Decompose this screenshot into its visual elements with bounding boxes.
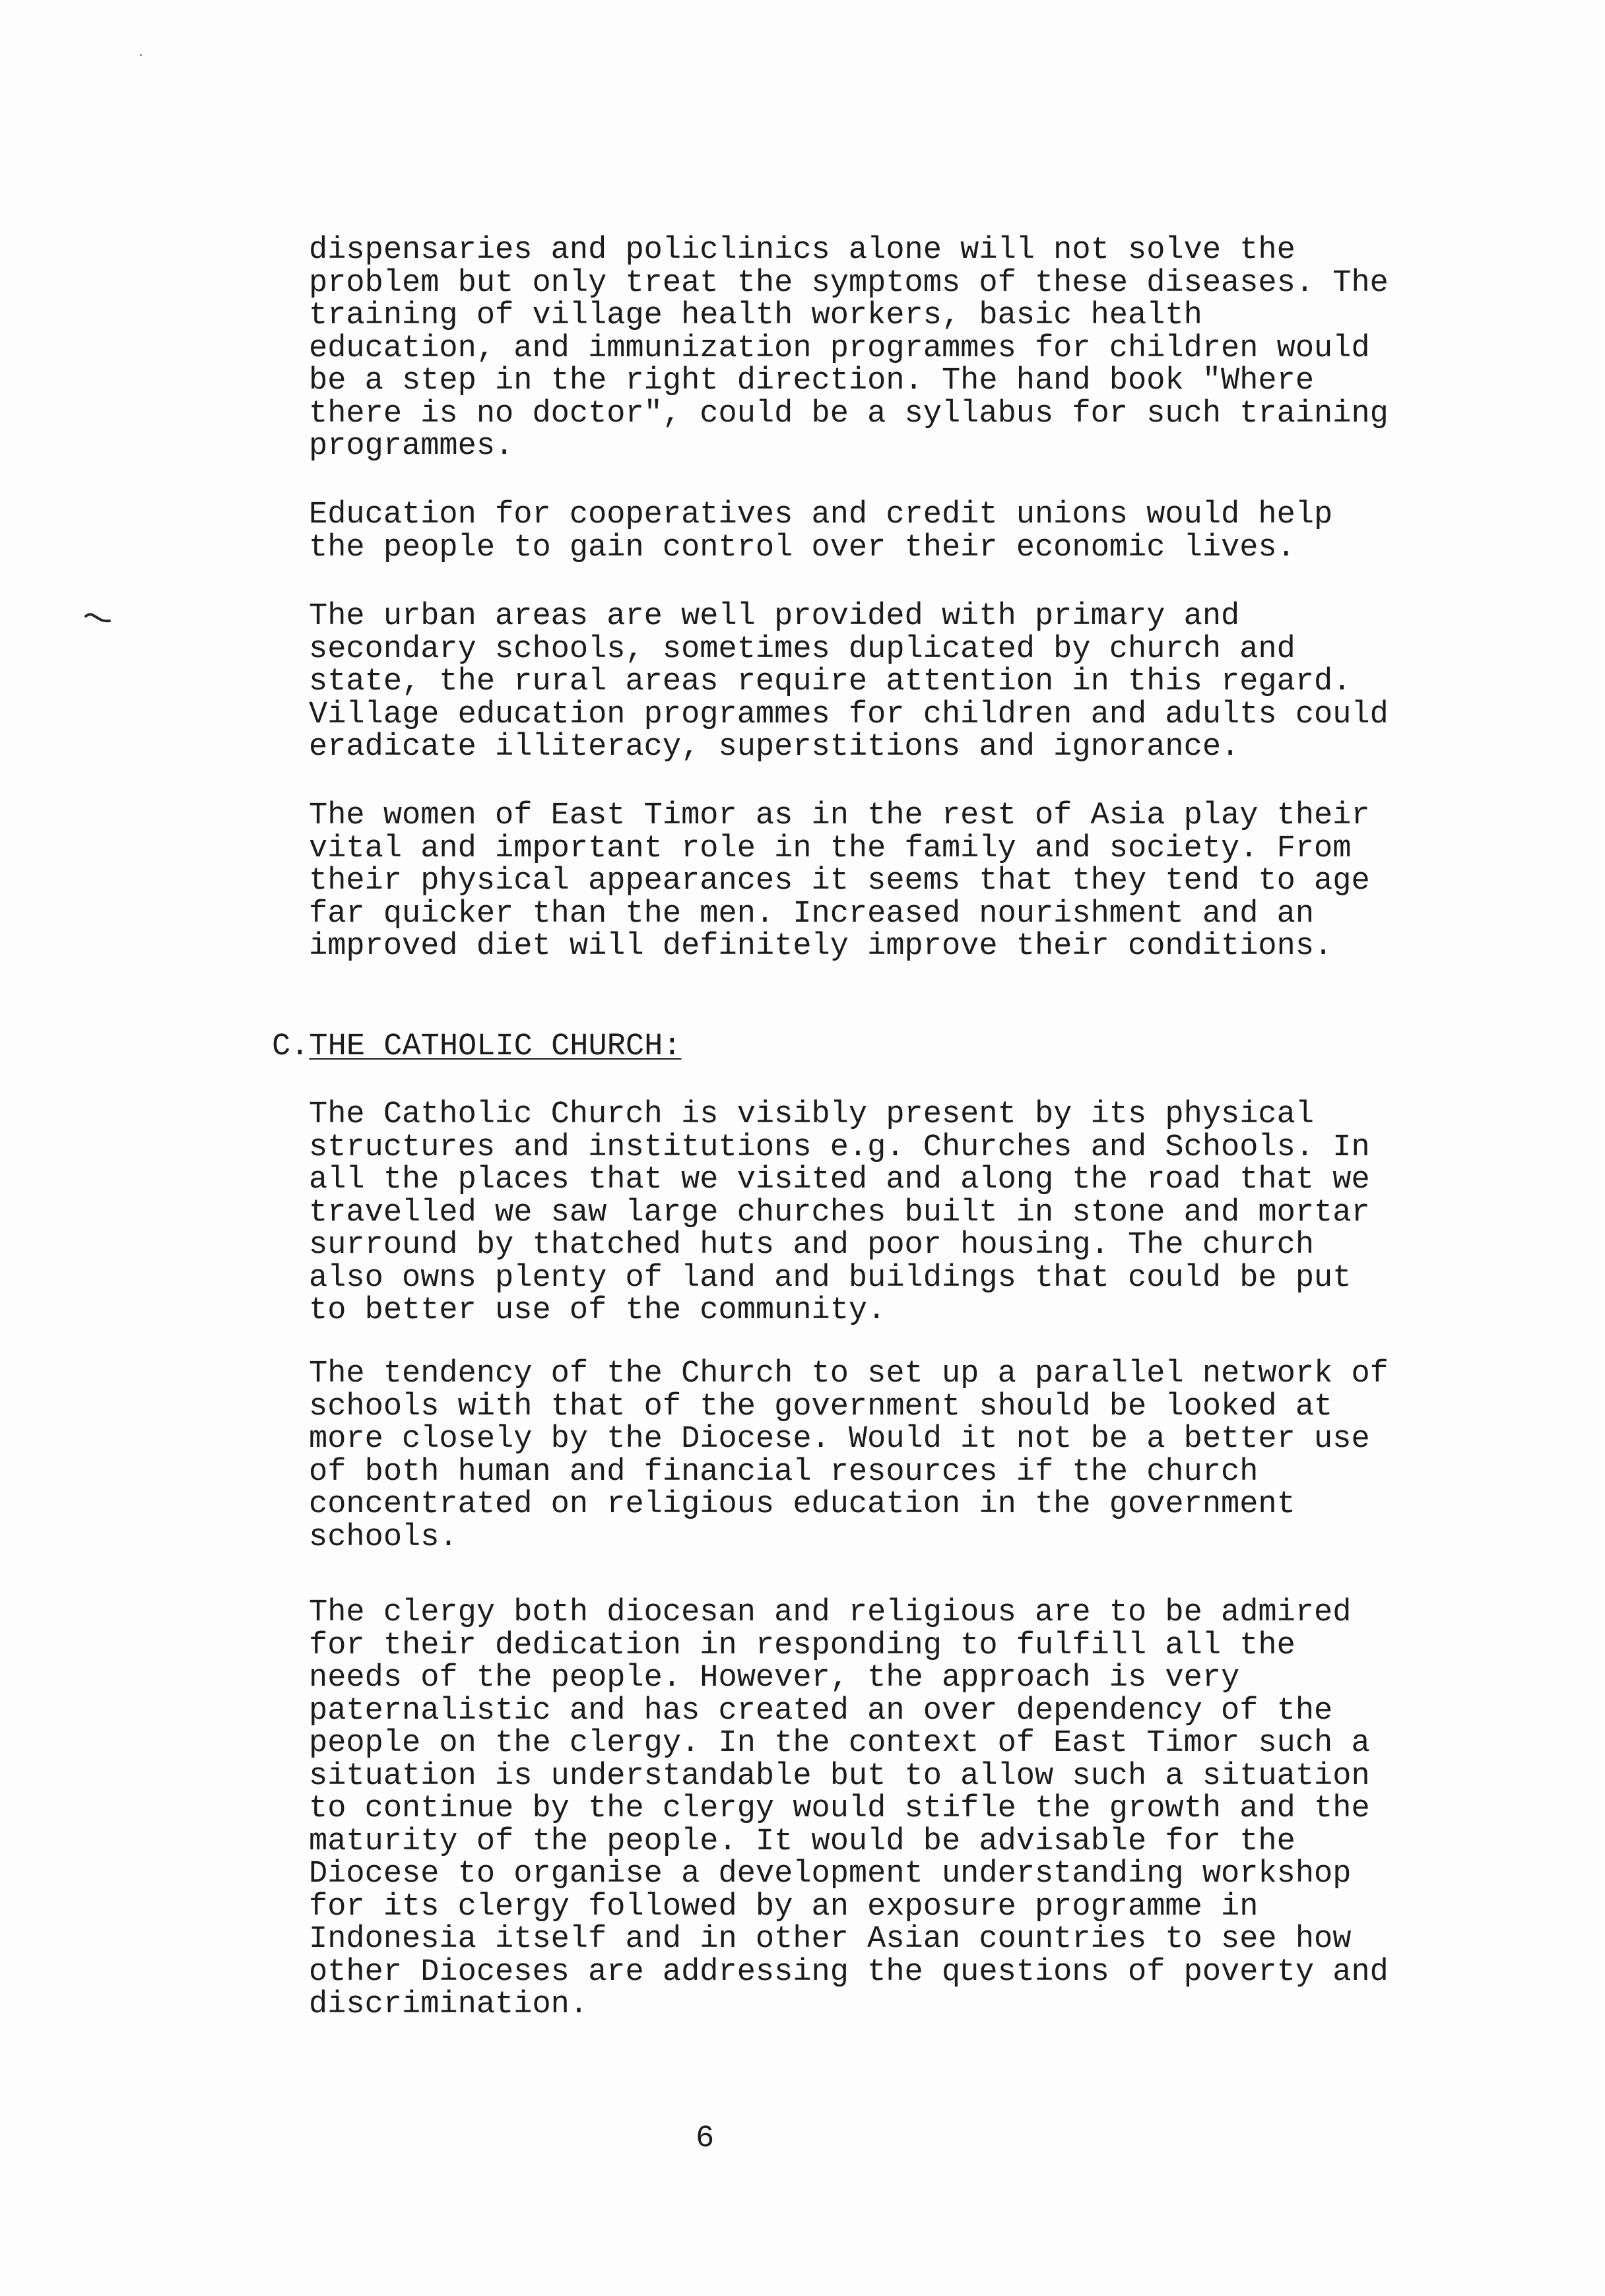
- text-line: secondary schools, sometimes duplicated by church and: [309, 631, 1295, 667]
- text-line: concentrated on religious education in the government: [309, 1487, 1295, 1522]
- paragraph-health-programmes: [309, 234, 1444, 463]
- text-line: far quicker than the men. Increased nourishment and an: [309, 896, 1315, 932]
- text-line: The clergy both diocesan and religious are to be admired: [309, 1595, 1352, 1630]
- text-line: situation is understandable but to allow such a situation: [309, 1758, 1370, 1794]
- text-line: Diocese to organise a development understanding workshop: [309, 1857, 1352, 1892]
- text-line: problem but only treat the symptoms of these diseases. The: [309, 265, 1389, 301]
- text-line: more closely by the Diocese. Would it not be a better use: [309, 1422, 1370, 1457]
- text-line: programmes.: [309, 429, 514, 464]
- paragraph-clergy: [309, 1597, 1444, 2022]
- scan-speck: [140, 54, 142, 56]
- paragraph-parallel-schools: [309, 1358, 1444, 1554]
- text-line: people on the clergy. In the context of East Timor such a: [309, 1726, 1370, 1761]
- text-line: training of village health workers, basic health: [309, 298, 1202, 333]
- text-line: maturity of the people. It would be advisable for the: [309, 1824, 1295, 1859]
- margin-pen-mark: [84, 612, 111, 623]
- text-line: be a step in the right direction. The hand book "Where: [309, 364, 1315, 399]
- section-title: THE CATHOLIC CHURCH:: [309, 1029, 682, 1064]
- paragraph-women: [309, 800, 1444, 963]
- text-line: discrimination.: [309, 1987, 589, 2022]
- text-line: for its clergy followed by an exposure programme in: [309, 1889, 1259, 1925]
- text-line: surround by thatched huts and poor housing. The church: [309, 1228, 1315, 1263]
- text-line: also owns plenty of land and buildings that could be put: [309, 1260, 1352, 1296]
- text-line: The Catholic Church is visibly present by its physical: [309, 1097, 1315, 1132]
- text-line: education, and immunization programmes for children would: [309, 331, 1370, 366]
- text-line: improved diet will definitely improve their conditions.: [309, 929, 1333, 964]
- text-line: their physical appearances it seems that they tend to age: [309, 864, 1370, 899]
- text-line: for their dedication in responding to fulfill all the: [309, 1628, 1295, 1663]
- text-line: to better use of the community.: [309, 1293, 886, 1328]
- text-line: Indonesia itself and in other Asian countries to see how: [309, 1922, 1352, 1957]
- text-line: schools with that of the government should be looked at: [309, 1389, 1333, 1424]
- text-line: The tendency of the Church to set up a parallel network of: [309, 1356, 1389, 1391]
- paragraph-schools: [309, 600, 1444, 764]
- text-line: state, the rural areas require attention in this regard.: [309, 664, 1352, 699]
- text-line: Village education programmes for children and adults could: [309, 697, 1389, 732]
- paragraph-church-presence: [309, 1099, 1444, 1327]
- paragraph-cooperatives: [309, 499, 1444, 564]
- text-line: Education for cooperatives and credit unions would help: [309, 497, 1333, 532]
- text-line: other Dioceses are addressing the questions of poverty and: [309, 1954, 1389, 1990]
- section-prefix: C.: [272, 1029, 310, 1064]
- text-line: structures and institutions e.g. Churches and Schools. In: [309, 1130, 1370, 1165]
- text-line: paternalistic and has created an over dependency of the: [309, 1693, 1333, 1729]
- text-line: The women of East Timor as in the rest of Asia play their: [309, 798, 1370, 833]
- section-heading: [272, 1031, 682, 1064]
- page-number: 6: [696, 2121, 715, 2156]
- text-line: of both human and financial resources if the church: [309, 1454, 1259, 1490]
- text-line: to continue by the clergy would stifle the growth and the: [309, 1791, 1370, 1826]
- text-line: there is no doctor", could be a syllabus for such training: [309, 396, 1389, 431]
- text-line: travelled we saw large churches built in stone and mortar: [309, 1195, 1370, 1230]
- text-line: needs of the people. However, the approach is very: [309, 1661, 1240, 1696]
- text-line: all the places that we visited and along the road that we: [309, 1163, 1370, 1197]
- text-line: schools.: [309, 1519, 458, 1555]
- text-line: the people to gain control over their economic lives.: [309, 530, 1295, 565]
- text-line: dispensaries and policlinics alone will not solve the: [309, 233, 1295, 268]
- text-line: vital and important role in the family and society. From: [309, 831, 1352, 866]
- text-line: eradicate illiteracy, superstitions and ignorance.: [309, 730, 1240, 765]
- text-line: The urban areas are well provided with primary and: [309, 599, 1240, 634]
